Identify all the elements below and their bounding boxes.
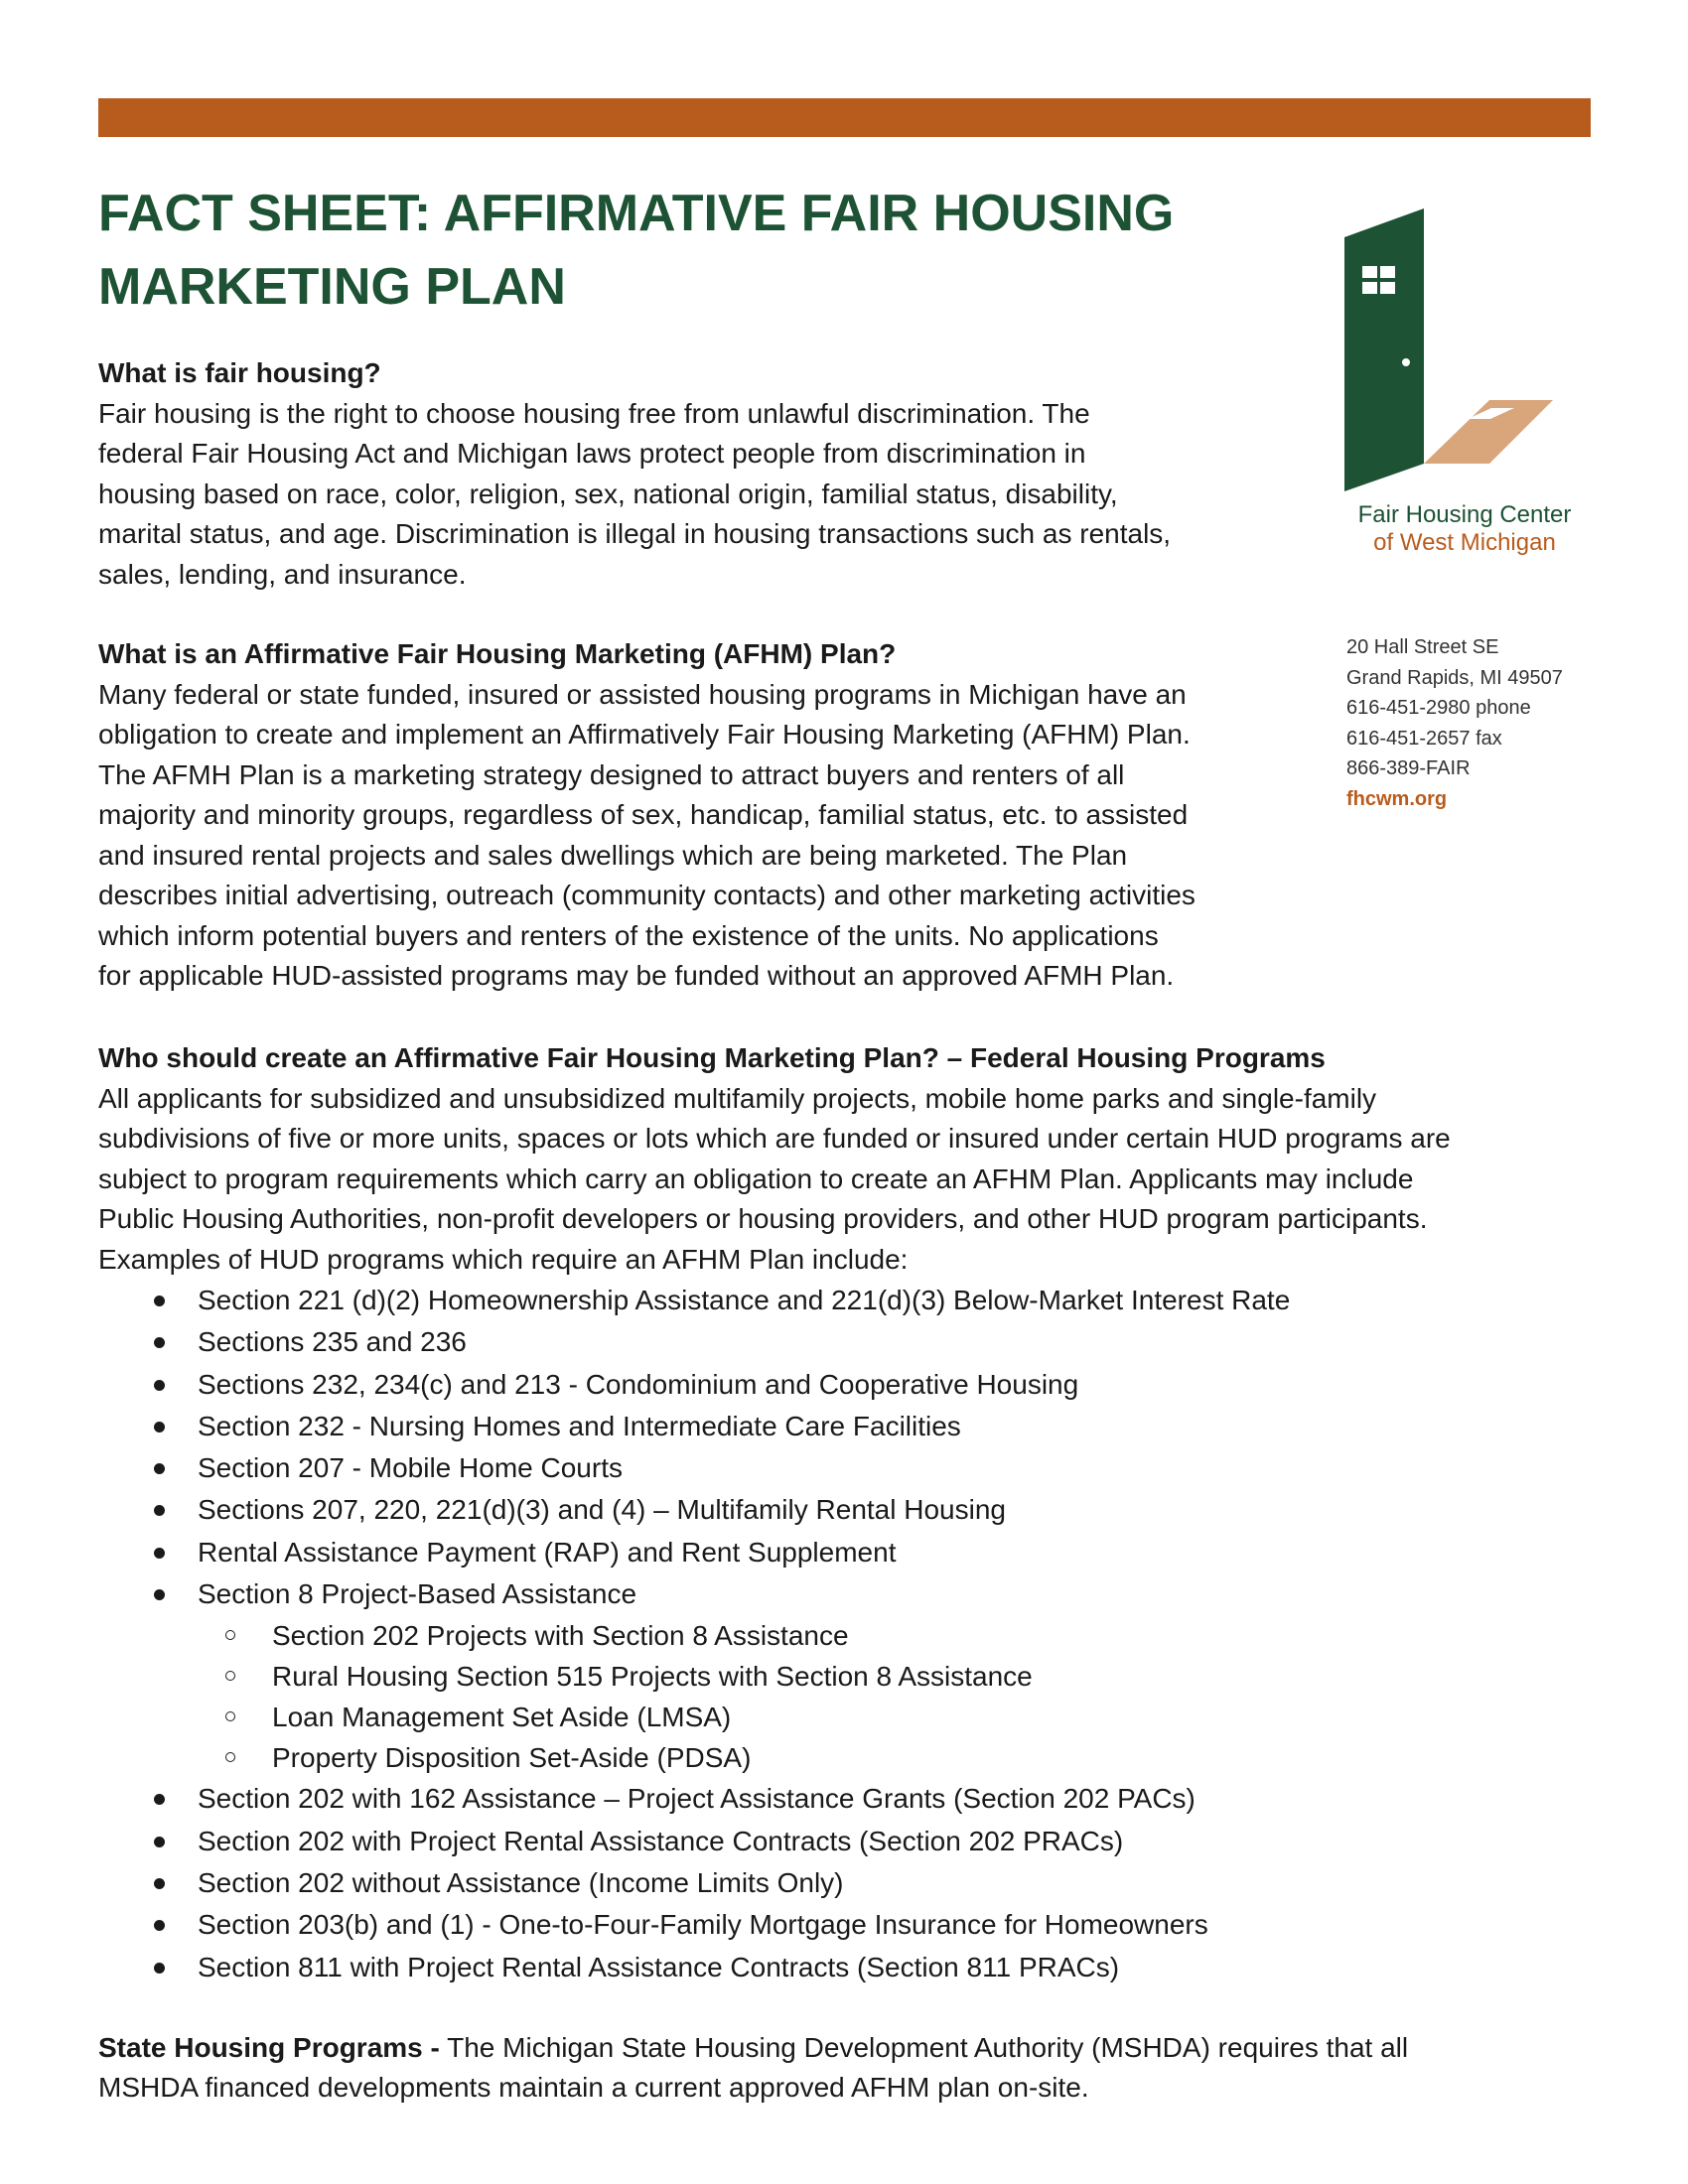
afhm-plan-line: Many federal or state funded, insured or assisted housing programs in Michigan have an <box>98 678 1187 710</box>
list-item-text: Section 811 with Project Rental Assistance Contracts (Section 811 PRACs) <box>198 1951 1120 1982</box>
who-should-paragraph <box>98 1079 1598 1281</box>
hud-programs-list <box>98 1280 1598 1615</box>
list-item-text: Section 8 Project-Based Assistance <box>198 1578 637 1610</box>
sub-list-item <box>98 1656 1598 1697</box>
bullet-icon <box>154 1794 165 1805</box>
bullet-icon <box>154 1878 165 1889</box>
list-item-text: Section 202 without Assistance (Income Limits Only) <box>198 1866 844 1898</box>
hollow-bullet-icon <box>225 1711 235 1721</box>
bullet-icon <box>154 1589 165 1600</box>
organization-name <box>1340 501 1589 557</box>
fair-housing-heading: What is fair housing? <box>98 357 381 388</box>
afhm-plan-line: majority and minority groups, regardless of sex, handicap, familial status, etc. to assisted <box>98 799 1189 830</box>
list-item <box>98 1573 1598 1615</box>
contact-info <box>1346 632 1605 815</box>
afhm-plan-line: for applicable HUD-assisted programs may be funded without an approved AFMH Plan. <box>98 960 1175 991</box>
list-item-text: Section 203(b) and (1) - One-to-Four-Family Mortgage Insurance for Homeowners <box>198 1909 1208 1941</box>
list-item <box>98 1489 1598 1531</box>
organization-name-line-1: Fair Housing Center <box>1357 501 1572 528</box>
list-item-text: Rental Assistance Payment (RAP) and Rent Supplement <box>198 1536 897 1568</box>
fax-number: 616-451-2657 fax <box>1346 727 1502 750</box>
list-item <box>98 1862 1598 1904</box>
organization-name-line-2: of West Michigan <box>1373 529 1556 556</box>
who-should-line: All applicants for subsidized and unsubsidized multifamily projects, mobile home parks and single-family <box>98 1082 1377 1114</box>
who-should-heading: Who should create an Affirmative Fair Housing Marketing Plan? – Federal Housing Programs <box>98 1042 1326 1073</box>
list-item <box>98 1447 1598 1489</box>
fair-housing-line: housing based on race, color, religion, sex, national origin, familial status, disability, <box>98 478 1118 509</box>
afhm-plan-paragraph <box>98 675 1320 997</box>
state-programs-paragraph <box>98 2028 1598 2109</box>
afhm-plan-line: which inform potential buyers and renters of the existence of the units. No applications <box>98 919 1159 951</box>
bullet-icon <box>154 1920 165 1931</box>
intro-sections <box>98 353 1320 997</box>
list-item <box>98 1406 1598 1447</box>
list-item-text: Section 232 - Nursing Homes and Intermediate Care Facilities <box>198 1410 961 1441</box>
page-title-line-1: FACT SHEET: AFFIRMATIVE FAIR HOUSING <box>98 185 1175 242</box>
bullet-icon <box>154 1837 165 1847</box>
list-item-text: Section 202 with 162 Assistance – Project Assistance Grants (Section 202 PACs) <box>198 1783 1196 1815</box>
state-programs-line-2: MSHDA financed developments maintain a current approved AFHM plan on-site. <box>98 2072 1089 2104</box>
list-item-text: Sections 235 and 236 <box>198 1326 467 1358</box>
afhm-plan-line: and insured rental projects and sales dwellings which are being marketed. The Plan <box>98 839 1128 871</box>
bullet-icon <box>154 1548 165 1559</box>
sub-list-item <box>98 1697 1598 1737</box>
page-title <box>98 177 1191 324</box>
bullet-icon <box>154 1505 165 1516</box>
address-line-1: 20 Hall Street SE <box>1346 636 1499 658</box>
sub-list-item <box>98 1615 1598 1656</box>
afhm-plan-line: obligation to create and implement an Affirmatively Fair Housing Marketing (AFHM) Plan. <box>98 719 1191 750</box>
sub-list-item-text: Loan Management Set Aside (LMSA) <box>272 1702 732 1733</box>
hollow-bullet-icon <box>225 1671 235 1681</box>
fair-housing-paragraph <box>98 394 1320 596</box>
bullet-icon <box>154 1296 165 1306</box>
who-should-line: Public Housing Authorities, non-profit developers or housing providers, and other HUD program participants. <box>98 1203 1428 1234</box>
fair-housing-line: marital status, and age. Discrimination is illegal in housing transactions such as rentals, <box>98 518 1172 549</box>
list-item <box>98 1532 1598 1573</box>
list-item-text: Section 202 with Project Rental Assistance Contracts (Section 202 PRACs) <box>198 1825 1124 1856</box>
state-programs-label: State Housing Programs - <box>98 2031 440 2063</box>
sub-list-item-text: Rural Housing Section 515 Projects with Section 8 Assistance <box>272 1661 1033 1693</box>
bullet-icon <box>154 1337 165 1348</box>
phone-number: 616-451-2980 phone <box>1346 697 1531 720</box>
afhm-plan-line: describes initial advertising, outreach (community contacts) and other marketing activities <box>98 880 1196 910</box>
who-should-line: subject to program requirements which carry an obligation to create an AFHM Plan. Applicants may include <box>98 1162 1414 1194</box>
sub-list-item-text: Property Disposition Set-Aside (PDSA) <box>272 1742 752 1774</box>
list-item <box>98 1821 1598 1862</box>
afhm-plan-line: The AFMH Plan is a marketing strategy designed to attract buyers and renters of all <box>98 758 1125 790</box>
list-item <box>98 1947 1598 1988</box>
afhm-plan-heading: What is an Affirmative Fair Housing Marketing (AFHM) Plan? <box>98 638 897 669</box>
list-item <box>98 1364 1598 1406</box>
list-item-text: Sections 207, 220, 221(d)(3) and (4) – Multifamily Rental Housing <box>198 1494 1006 1526</box>
bullet-icon <box>154 1380 165 1391</box>
list-item <box>98 1904 1598 1946</box>
bullet-icon <box>154 1422 165 1433</box>
fair-housing-line: Fair housing is the right to choose housing free from unlawful discrimination. The <box>98 397 1090 429</box>
list-item-text: Section 221 (d)(2) Homeownership Assistance and 221(d)(3) Below-Market Interest Rate <box>198 1285 1291 1315</box>
sub-list-item <box>98 1737 1598 1778</box>
hollow-bullet-icon <box>225 1630 235 1640</box>
fair-housing-line: federal Fair Housing Act and Michigan laws protect people from discrimination in <box>98 438 1086 469</box>
toll-free-number: 866-389-FAIR <box>1346 757 1471 780</box>
address-line-2: Grand Rapids, MI 49507 <box>1346 666 1563 689</box>
list-item <box>98 1321 1598 1363</box>
fair-housing-line: sales, lending, and insurance. <box>98 558 467 590</box>
state-programs-text: The Michigan State Housing Development Authority (MSHDA) requires that all <box>439 2031 1409 2063</box>
list-item <box>98 1778 1598 1820</box>
bullet-icon <box>154 1463 165 1474</box>
header-accent-bar <box>98 98 1591 137</box>
list-item <box>98 1280 1598 1321</box>
state-programs-line-1 <box>98 2028 1598 2069</box>
bullet-icon <box>154 1963 165 1974</box>
who-should-line: subdivisions of five or more units, spaces or lots which are funded or insured under certain HUD programs are <box>98 1123 1451 1154</box>
federal-programs-section <box>98 1038 1598 2109</box>
section-8-sub-list <box>98 1615 1598 1778</box>
who-should-line: Examples of HUD programs which require an AFHM Plan include: <box>98 1243 909 1275</box>
sub-list-item-text: Section 202 Projects with Section 8 Assistance <box>272 1620 849 1652</box>
hud-programs-list-continued <box>98 1778 1598 1987</box>
page-title-line-2: MARKETING PLAN <box>98 258 566 316</box>
hollow-bullet-icon <box>225 1752 235 1762</box>
list-item-text: Sections 232, 234(c) and 213 - Condominium and Cooperative Housing <box>198 1368 1079 1400</box>
list-item-text: Section 207 - Mobile Home Courts <box>198 1452 623 1484</box>
website-link[interactable]: fhcwm.org <box>1346 787 1448 810</box>
